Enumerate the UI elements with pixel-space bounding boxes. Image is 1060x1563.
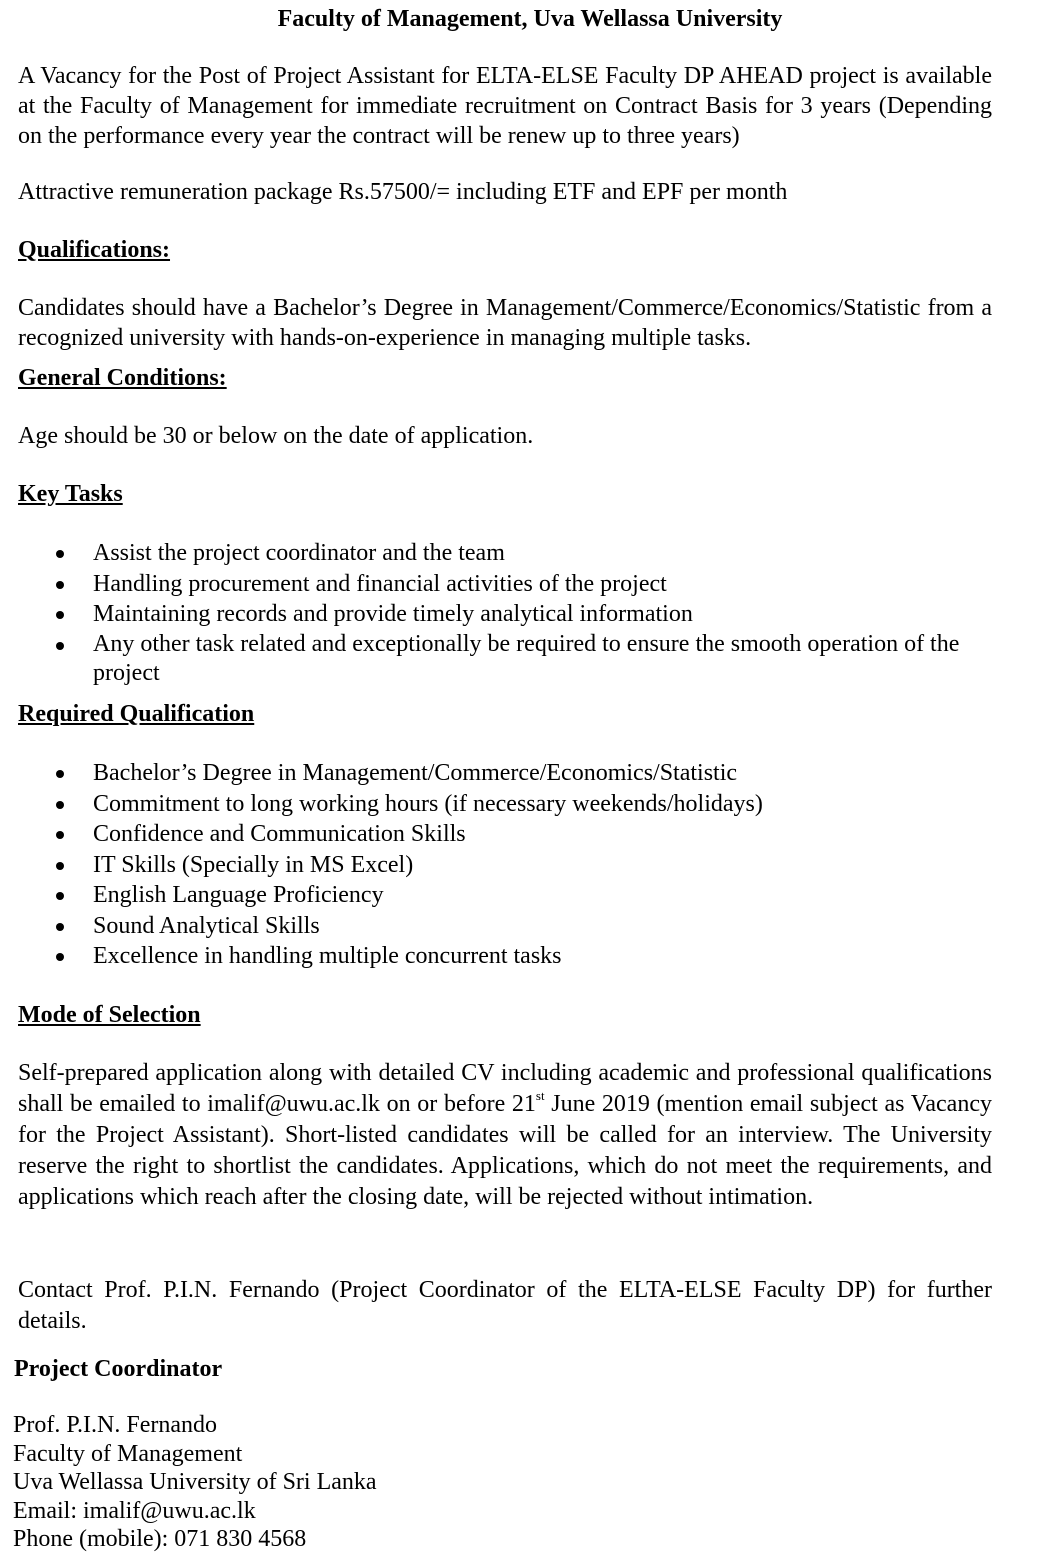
bullet-icon bbox=[56, 801, 64, 809]
mode-of-selection-heading: Mode of Selection bbox=[18, 1002, 201, 1028]
required-qualification-heading: Required Qualification bbox=[18, 701, 255, 727]
bullet-icon bbox=[56, 831, 64, 839]
list-item: IT Skills (Specially in MS Excel) bbox=[18, 850, 978, 881]
general-conditions-paragraph: Age should be 30 or below on the date of application. bbox=[18, 423, 534, 449]
signature-name: Prof. P.I.N. Fernando bbox=[13, 1412, 217, 1438]
list-item: Assist the project coordinator and the team bbox=[18, 538, 978, 569]
list-item: Bachelor’s Degree in Management/Commerce/Economics/Statistic bbox=[18, 758, 978, 789]
bullet-icon bbox=[56, 862, 64, 870]
bullet-icon bbox=[56, 550, 64, 558]
list-item: Confidence and Communication Skills bbox=[18, 819, 978, 850]
contact-paragraph: Contact Prof. P.I.N. Fernando (Project Coordinator of the ELTA-ELSE Faculty DP) for further details. bbox=[18, 1277, 992, 1334]
bullet-icon bbox=[56, 642, 64, 650]
qualifications-heading: Qualifications: bbox=[18, 237, 171, 263]
bullet-icon bbox=[56, 923, 64, 931]
bullet-icon bbox=[56, 581, 64, 589]
key-tasks-list bbox=[18, 538, 978, 688]
intro-paragraph: A Vacancy for the Post of Project Assistant for ELTA-ELSE Faculty DP AHEAD project is available at the Faculty of Management for immediate recruitment on Contract Basis for 3 years (Depending on the performance every year the contract will be renew up to three years) bbox=[18, 63, 992, 149]
signature-email: Email: imalif@uwu.ac.lk bbox=[13, 1497, 256, 1524]
signature-faculty: Faculty of Management bbox=[13, 1440, 243, 1467]
list-item: Handling procurement and financial activities of the project bbox=[18, 569, 978, 600]
required-qualification-list bbox=[18, 758, 978, 972]
signature-block bbox=[13, 1411, 613, 1554]
remuneration-paragraph: Attractive remuneration package Rs.57500/= including ETF and EPF per month bbox=[18, 179, 788, 205]
document-title: Faculty of Management, Uva Wellassa University bbox=[277, 6, 783, 32]
signature-phone: Phone (mobile): 071 830 4568 bbox=[13, 1526, 307, 1553]
list-item: Maintaining records and provide timely analytical information bbox=[18, 599, 978, 630]
list-item: Sound Analytical Skills bbox=[18, 911, 978, 942]
bullet-icon bbox=[56, 770, 64, 778]
list-item: Excellence in handling multiple concurrent tasks bbox=[18, 941, 978, 972]
mode-of-selection-paragraph: Self-prepared application along with detailed CV including academic and professional qualifications shall be emailed to imalif@uwu.ac.lk on or before 21st June 2019 (mention email subject as Vacancy for the Project Assistant). Short-listed candidates will be called for an interview. The University reserve the right to shortlist the candidates. Applications, which do not meet the requirements, and applications which reach after the closing date, will be rejected without intimation. bbox=[18, 1060, 992, 1210]
list-item: Any other task related and exceptionally be required to ensure the smooth operation of the project bbox=[18, 630, 978, 688]
key-tasks-heading: Key Tasks bbox=[18, 481, 123, 507]
qualifications-paragraph: Candidates should have a Bachelor’s Degree in Management/Commerce/Economics/Statistic from a recognized university with hands-on-experience in managing multiple tasks. bbox=[18, 295, 992, 351]
general-conditions-heading: General Conditions: bbox=[18, 365, 227, 391]
list-item: English Language Proficiency bbox=[18, 880, 978, 911]
signature-heading: Project Coordinator bbox=[14, 1356, 223, 1382]
bullet-icon bbox=[56, 953, 64, 961]
signature-university: Uva Wellassa University of Sri Lanka bbox=[13, 1469, 377, 1496]
bullet-icon bbox=[56, 611, 64, 619]
bullet-icon bbox=[56, 892, 64, 900]
list-item: Commitment to long working hours (if necessary weekends/holidays) bbox=[18, 789, 978, 820]
